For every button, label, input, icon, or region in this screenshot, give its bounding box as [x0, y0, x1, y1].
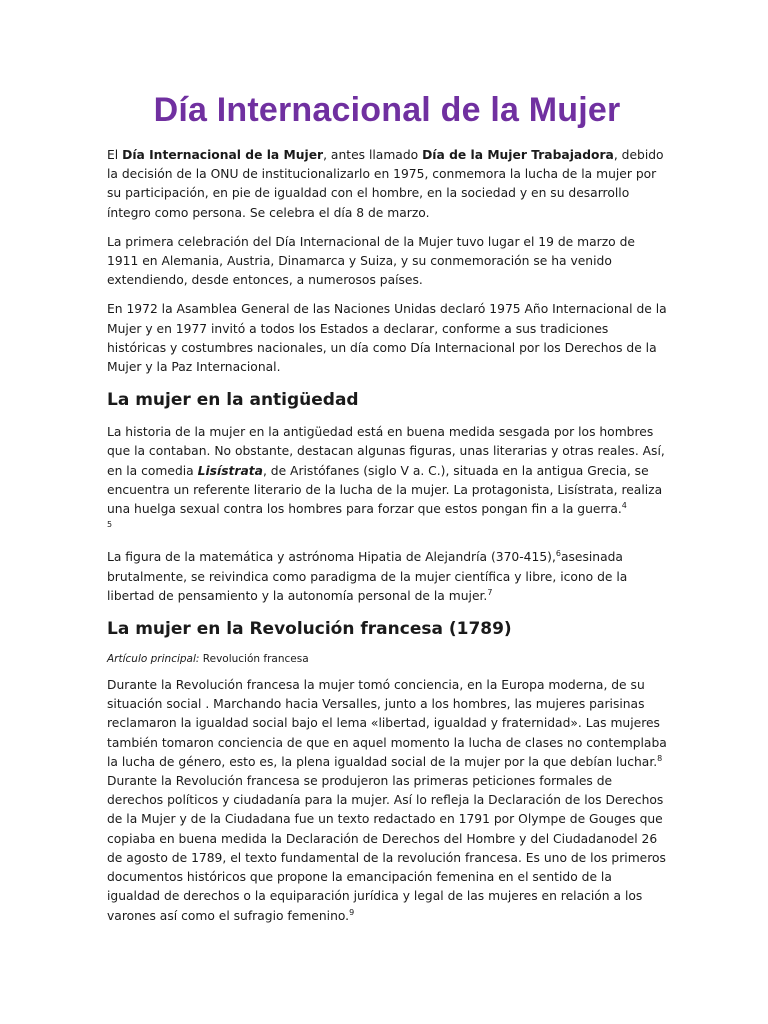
intro-bold-term-2: Día de la Mujer Trabajadora — [422, 148, 614, 162]
antiquity-text-2: , de Aristófanes (siglo V a. C.), situada en la antigua Grecia, se encuentra un referente literario de la lucha de la mujer. La protagonista, Lisístrata, realiza una huelga sexual contra los hombres para forzar que estos pongan fin a la guerra. — [107, 463, 663, 517]
lisistrata-title: Lisístrata — [197, 463, 263, 478]
footnote-ref-6[interactable]: 6 — [555, 549, 561, 559]
antiquity-paragraph-2 — [107, 548, 667, 606]
main-article-note — [107, 650, 667, 668]
document-title: Día Internacional de la Mujer — [153, 91, 621, 129]
main-article-link[interactable]: Revolución francesa — [199, 653, 309, 666]
footnote-ref-5[interactable]: 5 — [107, 520, 113, 530]
revolution-paragraph — [107, 676, 667, 926]
intro-text-3: , debido la decisión de la ONU de institucionalizarlo en 1975, conmemora la lucha de la mujer por su participación, en pie de igualdad con el hombre, en la sociedad y en su desarrollo íntegro como persona. Se celebra el día 8 de marzo. — [107, 148, 664, 220]
document-page — [107, 88, 667, 936]
hipatia-text-2: asesinada brutalmente, se reivindica como paradigma de la mujer científica y libre, icono de la libertad de pensamiento y la autonomía personal de la mujer. — [107, 550, 628, 603]
antiquity-text-1: La historia de la mujer en la antigüedad está en buena medida sesgada por los hombres que la contaban. No obstante, destacan algunas figuras, unas literarias y otras reales. Así, en la comedia — [107, 425, 665, 478]
first-celebration-paragraph: La primera celebración del Día Internacional de la Mujer tuvo lugar el 19 de marzo de 1911 en Alemania, Austria, Dinamarca y Suiza, y su conmemoración se ha venido extendiendo, desde entonces, a numerosos países. — [107, 234, 635, 288]
main-article-label: Artículo principal: — [107, 653, 200, 666]
intro-bold-term-1: Día Internacional de la Mujer — [122, 148, 324, 162]
antiquity-paragraph-1 — [107, 423, 667, 538]
footnote-ref-4[interactable]: 4 — [621, 500, 627, 510]
section-heading-french-revolution: La mujer en la Revolución francesa (1789) — [107, 619, 512, 640]
footnote-ref-9[interactable]: 9 — [349, 907, 355, 917]
intro-text-2: , antes llamado — [323, 148, 423, 162]
revolution-text-2: Durante la Revolución francesa se produjeron las primeras peticiones formales de derechos políticos y ciudadanía para la mujer. Así lo refleja la Declaración de los Derechos de la Mujer y de la Ciudadana fue un texto redactado en 1791 por Olympe de Gouges que copiaba en buena medida la Declaración de Derechos del Hombre y del Ciudadanodel 26 de agosto de 1789, el texto fundamental de la revolución francesa. Es uno de los primeros documentos históricos que propone la emancipación femenina en el sentido de la igualdad de derechos o la equiparación jurídica y legal de las mujeres en relación a los varones así como el sufragio femenino. — [107, 774, 666, 923]
footnote-ref-8[interactable]: 8 — [657, 753, 663, 763]
un-declaration-paragraph: En 1972 la Asamblea General de las Naciones Unidas declaró 1975 Año Internacional de la Mujer y en 1977 invitó a todos los Estados a declarar, conforme a sus tradiciones históricas y costumbres nacionales, un día como Día Internacional por los Derechos de la Mujer y la Paz Internacional. — [107, 302, 667, 375]
hipatia-text-1: La figura de la matemática y astrónoma Hipatia de Alejandría (370-415), — [107, 550, 556, 565]
section-heading-antiquity: La mujer en la antigüedad — [107, 390, 359, 411]
footnote-ref-7[interactable]: 7 — [487, 587, 493, 597]
revolution-text-1: Durante la Revolución francesa la mujer tomó conciencia, en la Europa moderna, de su situación social . Marchando hacia Versalles, junto a los hombres, las mujeres parisinas reclamaron la igualdad social bajo el lema «libertad, igualdad y fraternidad». Las mujeres también tomaron conciencia de que en aquel momento la lucha de clases no contemplaba la lucha de género, esto es, la plena igualdad social de la mujer por la que debían luchar. — [107, 678, 667, 769]
intro-text-1: El — [107, 148, 123, 162]
intro-paragraph — [107, 146, 667, 223]
